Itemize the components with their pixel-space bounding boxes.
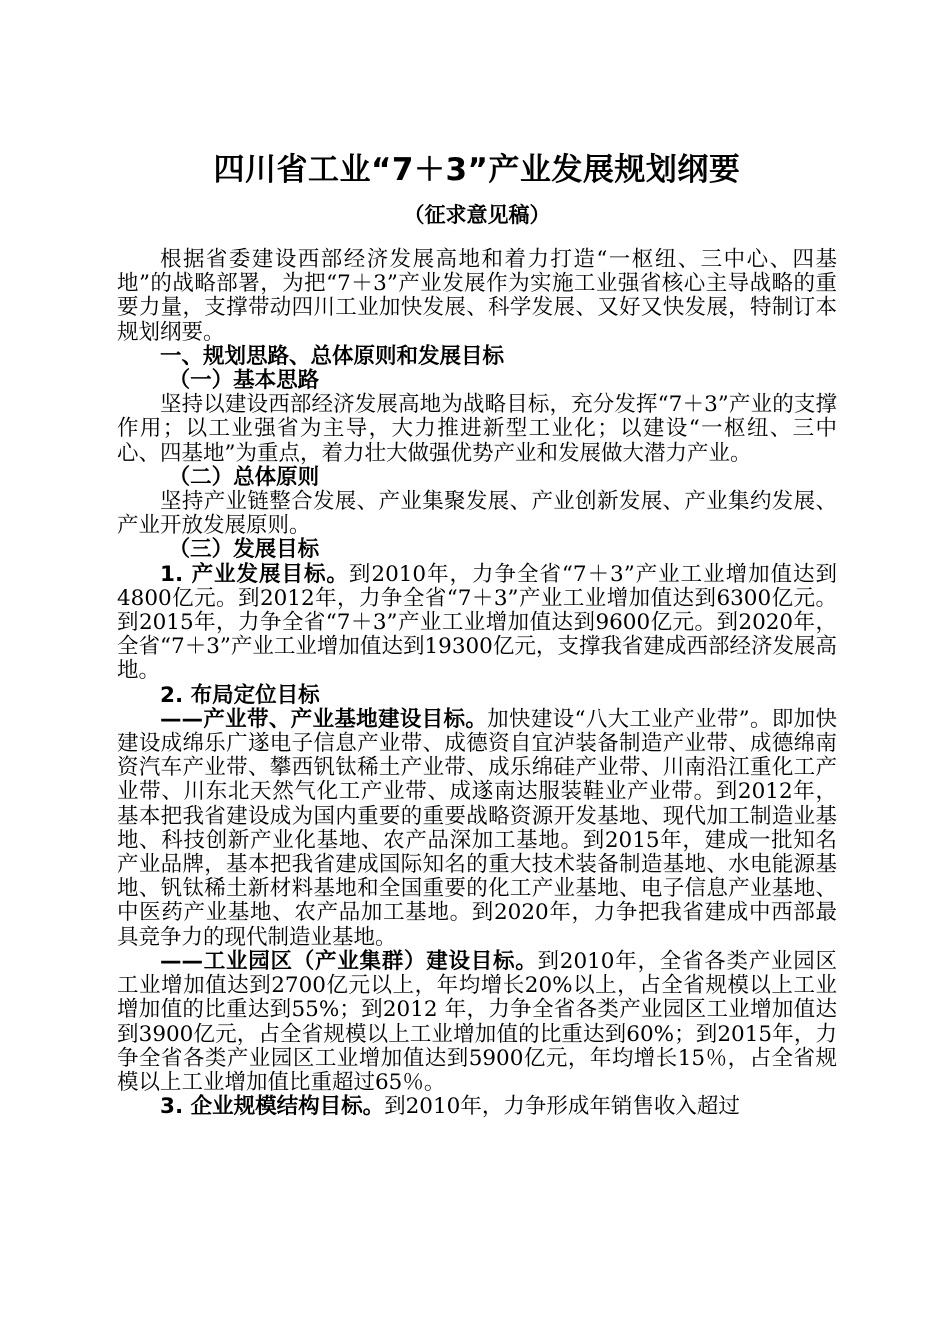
subsection-heading-2: （二）总体原则	[168, 464, 320, 490]
document-title: 四川省工业“7＋3”产业发展规划纲要	[213, 152, 741, 188]
goal-lead-3: 3. 企业规模结构目标。	[160, 1094, 385, 1120]
goal-text-3: 到2010年，力争形成年销售收入超过	[384, 1094, 740, 1120]
park-paragraph	[117, 950, 837, 1095]
goal-heading-2: 2. 布局定位目标	[160, 682, 320, 708]
subsection-heading-3: （三）发展目标	[168, 537, 320, 563]
goal-lead-1: 1. 产业发展目标。	[160, 561, 349, 587]
document-subtitle: （征求意见稿）	[403, 203, 551, 227]
belt-text: 加快建设“八大工业产业带”。即加快建设成绵乐广遂电子信息产业带、成德资自宜泸装备制造产业带、成德绵南资汽车产业带、攀西钒钛稀土产业带、成乐绵硅产业带、川南沿江重化工产业带、川东北天然气化工产业带、成遂南达服装鞋业产业带。到2012年，基本把我省建设成为国内重要的重要战略资源开发基地、现代加工制造业基地、科技创新产业化基地、农产品深加工基地。到2015年，建成一批知名产业品牌，基本把我省建成国际知名的重大技术装备制造基地、水电能源基地、钒钛稀土新材料基地和全国重要的化工产业基地、电子信息产业基地、中医药产业基地、农产品加工基地。到2020年，力争把我省建成中西部最具竞争力的现代制造业基地。	[117, 706, 837, 950]
goal-paragraph-1	[117, 563, 837, 684]
subsection-text-1: 坚持以建设西部经济发展高地为战略目标，充分发挥“7＋3”产业的支撑作用；以工业强省为主导，大力推进新型工业化；以建设“一枢纽、三中心、四基地”为重点，着力壮大做强优势产业和发展做大潜力产业。	[117, 392, 837, 466]
belt-paragraph	[117, 708, 837, 950]
document-page	[117, 150, 837, 1119]
park-lead: ——工业园区（产业集群）建设目标。	[160, 948, 538, 974]
goal-text-1: 到2010年，力争全省“7＋3”产业工业增加值达到 4800亿元。到2012年，力争全省“7＋3”产业工业增加值达到6300亿元。到2015年，力争全省“7＋3”产业工业增加值达到9600亿元。到2020年，全省“7＋3”产业工业增加值达到19300亿元，支撑我省建成西部经济发展高地。	[117, 561, 837, 684]
park-text: 到2010年，全省各类产业园区工业增加值达到2700亿元以上，年均增长20%以上，占全省规模以上工业增加值的比重达到55%；到2012 年，力争全省各类产业园区工业增加值达到3900亿元，占全省规模以上工业增加值的比重达到60%；到2015年，力争全省各类产业园区工业增加值达到5900亿元，年均增长15％，占全省规模以上工业增加值比重超过65％。	[117, 948, 837, 1095]
intro-paragraph: 根据省委建设西部经济发展高地和着力打造“一枢纽、三中心、四基地”的战略部署，为把“7＋3”产业发展作为实施工业强省核心主导战略的重要力量，支撑带动四川工业加快发展、科学发展、又好又快发展，特制订本规划纲要。	[117, 247, 837, 345]
belt-lead: ——产业带、产业基地建设目标。	[160, 706, 488, 732]
subsection-heading-1: （一）基本思路	[168, 368, 320, 394]
section-heading-1: 一、规划思路、总体原则和发展目标	[160, 343, 505, 369]
goal-paragraph-3	[117, 1095, 837, 1119]
subsection-text-2: 坚持产业链整合发展、产业集聚发展、产业创新发展、产业集约发展、产业开放发展原则。	[117, 489, 837, 539]
